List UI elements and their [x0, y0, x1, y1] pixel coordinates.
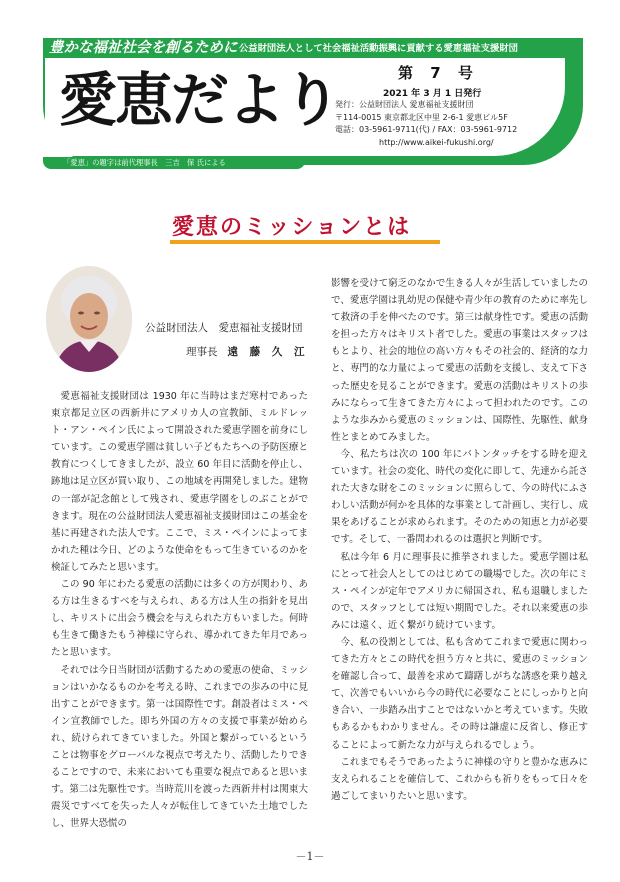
publisher-url[interactable]: http://www.aikei-fukushi.org/	[379, 137, 494, 147]
article-paragraph: 影響を受けて窮乏のなかで生きる人々が生活していましたので、愛恵学園は乳幼児の保健や青少年の教育のために率先して救済の手を伸べたのです。第三は献身性です。愛恵の活動を担った方々はキリスト者でした。愛恵の事業はスタッフはもとより、社会的地位の高い方々もその社会的、経済的な力と、専門的な力量によって愛恵の活動を支援し、支えて下さった歴史を見ることができます。愛恵の活動はキリストの歩みにならって生きてきた方々によって担われたのです。このような歩みから愛恵のミッションは、国際性、先駆性、献身性とまとめてみました。	[331, 278, 588, 443]
article-column-right	[331, 275, 588, 805]
header-tagline: 豊かな福祉社会を創るために	[49, 40, 238, 56]
article-paragraph: これまでもそうであったように神様の守りと豊かな恵みに支えられることを確信して、これからも祈りをもって日々を過ごしてまいりたいと思います。	[331, 756, 588, 802]
article-paragraph: 今、私たちは次の 100 年にバトンタッチをする時を迎えています。社会の変化、時代の変化に即して、先達から託された大きな財をこのミッションに照らして、今の時代にふさわしい活動が何かを具体的な事業として計画し、実行し、成果をあげることが求められます。そのための知恵と力が必要です。そして、一番問われるのは選択と判断です。	[331, 448, 588, 546]
publisher-phone: 電話：03-5961-9711(代) / FAX：03-5961-9712	[335, 125, 518, 134]
masthead-title: 愛恵だより	[59, 66, 340, 134]
portrait-image	[46, 266, 132, 372]
article-paragraph: この 90 年にわたる愛恵の活動には多くの方が関わり、ある方は生きるすべを与えられ、ある方は人生の指針を見出し、キリストに出会う機会を与えられた方もいました。何時も生きて働きたもう神様に守られ、導かれてきた年月であったと思います。	[51, 579, 308, 659]
header-tagline-sub: 公益財団法人として社会福祉活動振興に貢献する愛恵福祉支援財団	[239, 43, 518, 54]
article-paragraph: 私は今年 6 月に理事長に推挙されました。愛恵学園は私にとって社会人としてのはじめての職場でした。次の年にミス・ペインが定年でアメリカに帰国され、私も退職しましたので、スタッフとしては短い期間でした。それ以来愛恵の歩みには遠く、近く繋がり続けています。	[331, 551, 588, 631]
page-number: －1－	[295, 850, 325, 863]
newsletter-header	[43, 38, 583, 165]
issue-date: 2021 年 3 月 1 日発行	[383, 89, 482, 99]
author-organization: 公益財団法人 愛恵福祉支援財団	[145, 322, 303, 334]
author-name: 遠 藤 久 江	[227, 346, 309, 358]
title-underline	[170, 240, 440, 244]
publisher-info	[335, 99, 517, 149]
issue-number: 第 7 号	[398, 64, 479, 82]
article-paragraph: それでは今日当財団が活動するための愛恵の使命、ミッションはいかなるものかを考える時、これまでの歩みの中に見出すことができます。第一は国際性です。創設者はミス・ペイン宣教師でした。即ち外国の方々の支援で事業が始められ、続けられてきていました。外国と繋がっているということは物事をグローバルな視点で考えたり、活動したりできることですので、未来においても重要な視点であると思います。第二は先駆性です。当時荒川を渡った西新井村は関東大震災ですべてを失った人々が転住してきていた土地でしたし、世界大恐慌の	[51, 664, 308, 830]
article-title: 愛恵のミッションとは	[172, 214, 412, 240]
publisher-address: 〒114-0015 東京都北区中里 2-6-1 愛恵ビル5F	[335, 112, 508, 122]
author-photo	[46, 266, 132, 372]
article-column-left	[51, 388, 308, 832]
article-paragraph: 今、私の役割としては、私も含めてこれまで愛恵に関わってきた方々とこの時代を担う方々と共に、愛恵のミッションを確認し合って、最善を求めて躊躇しがちな誘惑を乗り越えて、次善でもいいから今の時代に必要なことにしっかりと向き合い、一歩踏み出すことではないかと考えています。失敗もあるかもわかりません。その時は謙虚に反省し、修正することによって新たな力が与えられるでしょう。	[331, 636, 588, 751]
title-credit: 「愛恵」の題字は前代理事長 三吉 保 氏による	[63, 158, 226, 167]
publisher-name: 発行：公益財団法人 愛恵福祉支援財団	[335, 100, 474, 109]
author-line	[186, 344, 308, 359]
article-paragraph: 愛恵福祉支援財団は 1930 年に当時はまだ寒村であった東京都足立区の西新井にアメリカ人の宣教師、ミルドレット・アン・ペイン氏によって開設された愛恵学園を前身にしています。この愛恵学園は貧しい子どもたちへの予防医療と教育につくしてきましたが、設立 60 年目に活動を停止し、跡地は足立区が買い取り、この地域を再開発しました。建物の一部が記念館として残され、愛恵学園をしのぶことができます。現在の公益財団法人愛恵福祉支援財団はこの基金を基に再建された法人です。ここで、ミス・ペインによってまかれた種は今日、どのような使命をもって生きているのかを検証してみたと思います。	[51, 391, 308, 573]
author-role: 理事長	[186, 346, 218, 358]
